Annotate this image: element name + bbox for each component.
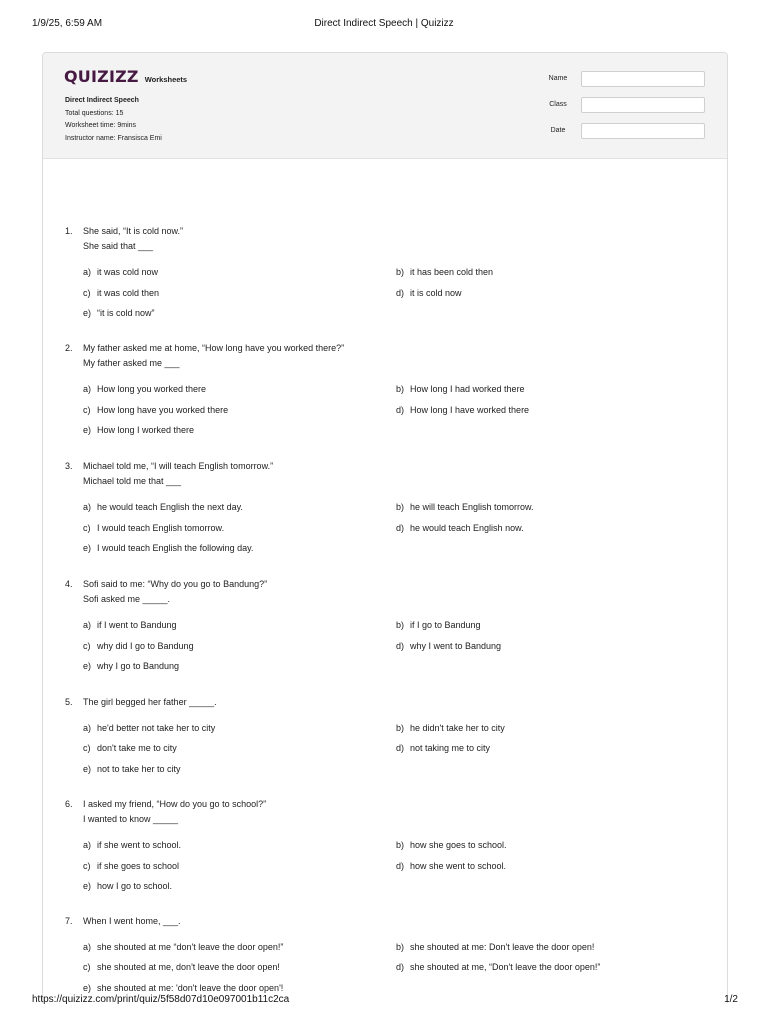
- option-b: b) she shouted at me: Don't leave the door open!: [396, 942, 595, 952]
- option-d: d) he would teach English now.: [396, 523, 524, 533]
- question-text: My father asked me at home, “How long have you worked there?”: [83, 343, 345, 353]
- question-number: 6.: [65, 799, 73, 809]
- option-b: b) how she goes to school.: [396, 840, 507, 850]
- option-e: e) How long I worked there: [83, 425, 195, 435]
- option-c: c) don't take me to city: [83, 743, 177, 753]
- question-number: 7.: [65, 916, 73, 926]
- option-a: a) he would teach English the next day.: [83, 502, 243, 512]
- option-e: e) she shouted at me: 'don't leave the door open'!: [83, 983, 284, 993]
- quizizz-logo: [64, 67, 187, 86]
- option-a: a) if I went to Bandung: [83, 620, 177, 630]
- logo-subtitle: Worksheets: [144, 75, 188, 84]
- date-input[interactable]: [581, 123, 705, 139]
- name-field-row: [537, 71, 705, 87]
- print-page-title: Direct Indirect Speech | Quizizz: [314, 18, 454, 29]
- question-prompt: I wanted to know _____: [83, 814, 179, 824]
- worksheet: [42, 52, 728, 1003]
- print-footer: [0, 994, 768, 1014]
- option-b: b) How long I had worked there: [396, 384, 525, 394]
- question-number: 3.: [65, 461, 73, 471]
- date-field-row: [537, 123, 705, 139]
- print-header: [0, 0, 768, 40]
- option-d: d) she shouted at me, “Don't leave the door open!”: [396, 962, 601, 972]
- option-e: e) how I go to school.: [83, 881, 173, 891]
- option-c: c) How long have you worked there: [83, 405, 229, 415]
- logo-wordmark: QUIZIZZ: [64, 67, 139, 86]
- question-text: I asked my friend, “How do you go to school?”: [83, 799, 267, 809]
- option-c: c) why did I go to Bandung: [83, 641, 194, 651]
- question-text: When I went home, ___.: [83, 916, 181, 926]
- option-d: d) it is cold now: [396, 288, 462, 298]
- option-b: b) it has been cold then: [396, 267, 494, 277]
- option-a: a) it was cold now: [83, 267, 159, 277]
- option-a: a) he'd better not take her to city: [83, 723, 216, 733]
- class-input[interactable]: [581, 97, 705, 113]
- worksheet-meta: [65, 95, 162, 145]
- option-b: b) he didn't take her to city: [396, 723, 505, 733]
- name-input[interactable]: [581, 71, 705, 87]
- question-prompt: My father asked me ___: [83, 358, 180, 368]
- option-a: a) if she went to school.: [83, 840, 182, 850]
- option-b: b) he will teach English tomorrow.: [396, 502, 534, 512]
- worksheet-time: Worksheet time: 9mins: [65, 122, 137, 129]
- question-number: 1.: [65, 226, 73, 236]
- option-e: e) why I go to Bandung: [83, 661, 180, 671]
- option-c: c) it was cold then: [83, 288, 160, 298]
- question-prompt: Sofi asked me _____.: [83, 594, 171, 604]
- question-text: She said, “It is cold now.”: [83, 226, 184, 236]
- date-label: Date: [550, 127, 566, 134]
- option-d: d) not taking me to city: [396, 743, 491, 753]
- worksheet-title: Direct Indirect Speech: [65, 97, 139, 104]
- option-b: b) if I go to Bandung: [396, 620, 481, 630]
- question-prompt: She said that ___: [83, 241, 154, 251]
- option-a: a) How long you worked there: [83, 384, 207, 394]
- question-text: Michael told me, “I will teach English tomorrow.”: [83, 461, 274, 471]
- print-date: 1/9/25, 6:59 AM: [32, 18, 103, 29]
- question-number: 5.: [65, 697, 73, 707]
- total-questions: Total questions: 15: [65, 109, 124, 117]
- option-c: c) she shouted at me, don't leave the door open!: [83, 962, 280, 972]
- question-prompt: Michael told me that ___: [83, 476, 182, 486]
- option-d: d) how she went to school.: [396, 861, 507, 871]
- option-d: d) why I went to Bandung: [396, 641, 502, 651]
- question-text: Sofi said to me: “Why do you go to Bandung?”: [83, 579, 268, 589]
- option-c: c) I would teach English tomorrow.: [83, 523, 225, 533]
- print-url: https://quizizz.com/print/quiz/5f58d07d10e097001b11c2ca: [32, 994, 290, 1005]
- option-d: d) How long I have worked there: [396, 405, 530, 415]
- question-number: 4.: [65, 579, 73, 589]
- option-e: e) I would teach English the following day.: [83, 543, 254, 553]
- class-label: Class: [549, 101, 567, 108]
- question-number: 2.: [65, 343, 73, 353]
- print-page-number: 1/2: [724, 994, 738, 1005]
- question-text: The girl begged her father _____.: [83, 697, 217, 707]
- option-c: c) if she goes to school: [83, 861, 180, 871]
- option-e: e) not to take her to city: [83, 764, 181, 774]
- name-label: Name: [548, 75, 568, 82]
- option-e: e) “it is cold now”: [83, 308, 155, 318]
- class-field-row: [537, 97, 705, 113]
- option-a: a) she shouted at me “don't leave the door open!”: [83, 942, 284, 952]
- worksheet-header: [43, 53, 727, 159]
- instructor-name: Instructor name: Fransisca Emi: [65, 134, 162, 142]
